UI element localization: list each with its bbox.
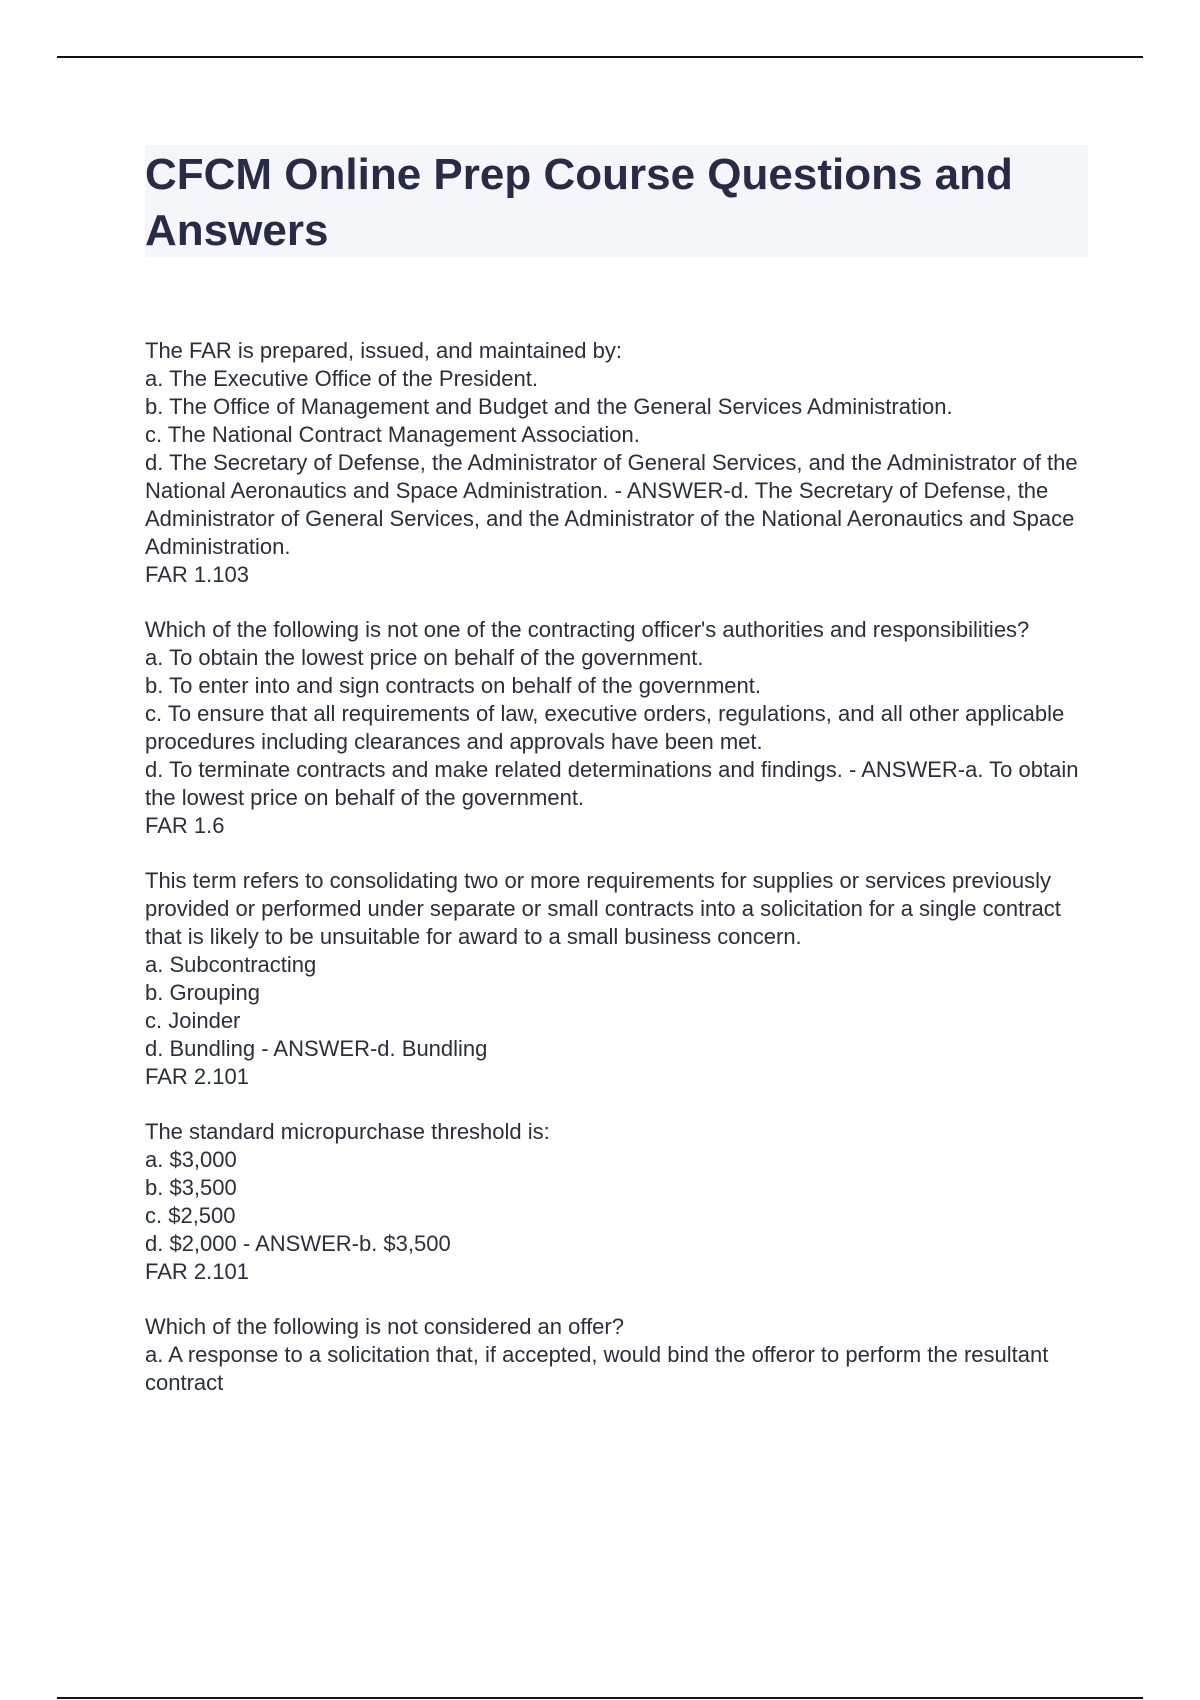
option-a: a. Subcontracting [145,952,317,977]
option-c: c. $2,500 [145,1203,236,1228]
option-d-with-answer: d. The Secretary of Defense, the Administrator of General Services, and the Administrator of the National Aeronautics and Space Administration. - ANSWER-d. The Secretary of Defense, the Administrator of General Services, and the Administrator of the National Aeronautics and Space Administration. [145,450,1078,559]
document-title: CFCM Online Prep Course Questions and Answers [145,150,1013,255]
option-b: b. $3,500 [145,1175,237,1200]
option-c: c. To ensure that all requirements of law, executive orders, regulations, and all other applicable procedures including clearances and approvals have been met. [145,701,1065,754]
document-body [145,337,1095,1424]
far-reference: FAR 1.6 [145,813,225,838]
bottom-rule [57,1697,1143,1699]
far-reference: FAR 2.101 [145,1259,249,1284]
question-text: Which of the following is not one of the contracting officer's authorities and responsibilities? [145,617,1030,642]
question-text: The standard micropurchase threshold is: [145,1119,550,1144]
option-b: b. To enter into and sign contracts on behalf of the government. [145,673,761,698]
option-a: a. A response to a solicitation that, if accepted, would bind the offeror to perform the resultant contract [145,1342,1049,1395]
far-reference: FAR 1.103 [145,562,249,587]
question-text: Which of the following is not considered an offer? [145,1314,624,1339]
option-c: c. Joinder [145,1008,241,1033]
option-d-with-answer: d. $2,000 - ANSWER-b. $3,500 [145,1231,451,1256]
far-reference: FAR 2.101 [145,1064,249,1089]
option-a: a. To obtain the lowest price on behalf of the government. [145,645,704,670]
option-c: c. The National Contract Management Association. [145,422,640,447]
option-a: a. $3,000 [145,1147,237,1172]
question-block-1 [145,337,1095,589]
option-a: a. The Executive Office of the President. [145,366,538,391]
question-text: The FAR is prepared, issued, and maintained by: [145,338,622,363]
question-block-4 [145,1118,1095,1286]
option-b: b. Grouping [145,980,260,1005]
question-block-3 [145,867,1095,1091]
option-b: b. The Office of Management and Budget and the General Services Administration. [145,394,953,419]
question-text: This term refers to consolidating two or more requirements for supplies or services previously provided or performed under separate or small contracts into a solicitation for a single contract that is likely to be unsuitable for award to a small business concern. [145,868,1061,949]
option-d-with-answer: d. Bundling - ANSWER-d. Bundling [145,1036,488,1061]
question-block-5 [145,1313,1095,1397]
option-d-with-answer: d. To terminate contracts and make related determinations and findings. - ANSWER-a. To obtain the lowest price on behalf of the government. [145,757,1079,810]
question-block-2 [145,616,1095,840]
top-rule [57,56,1143,58]
